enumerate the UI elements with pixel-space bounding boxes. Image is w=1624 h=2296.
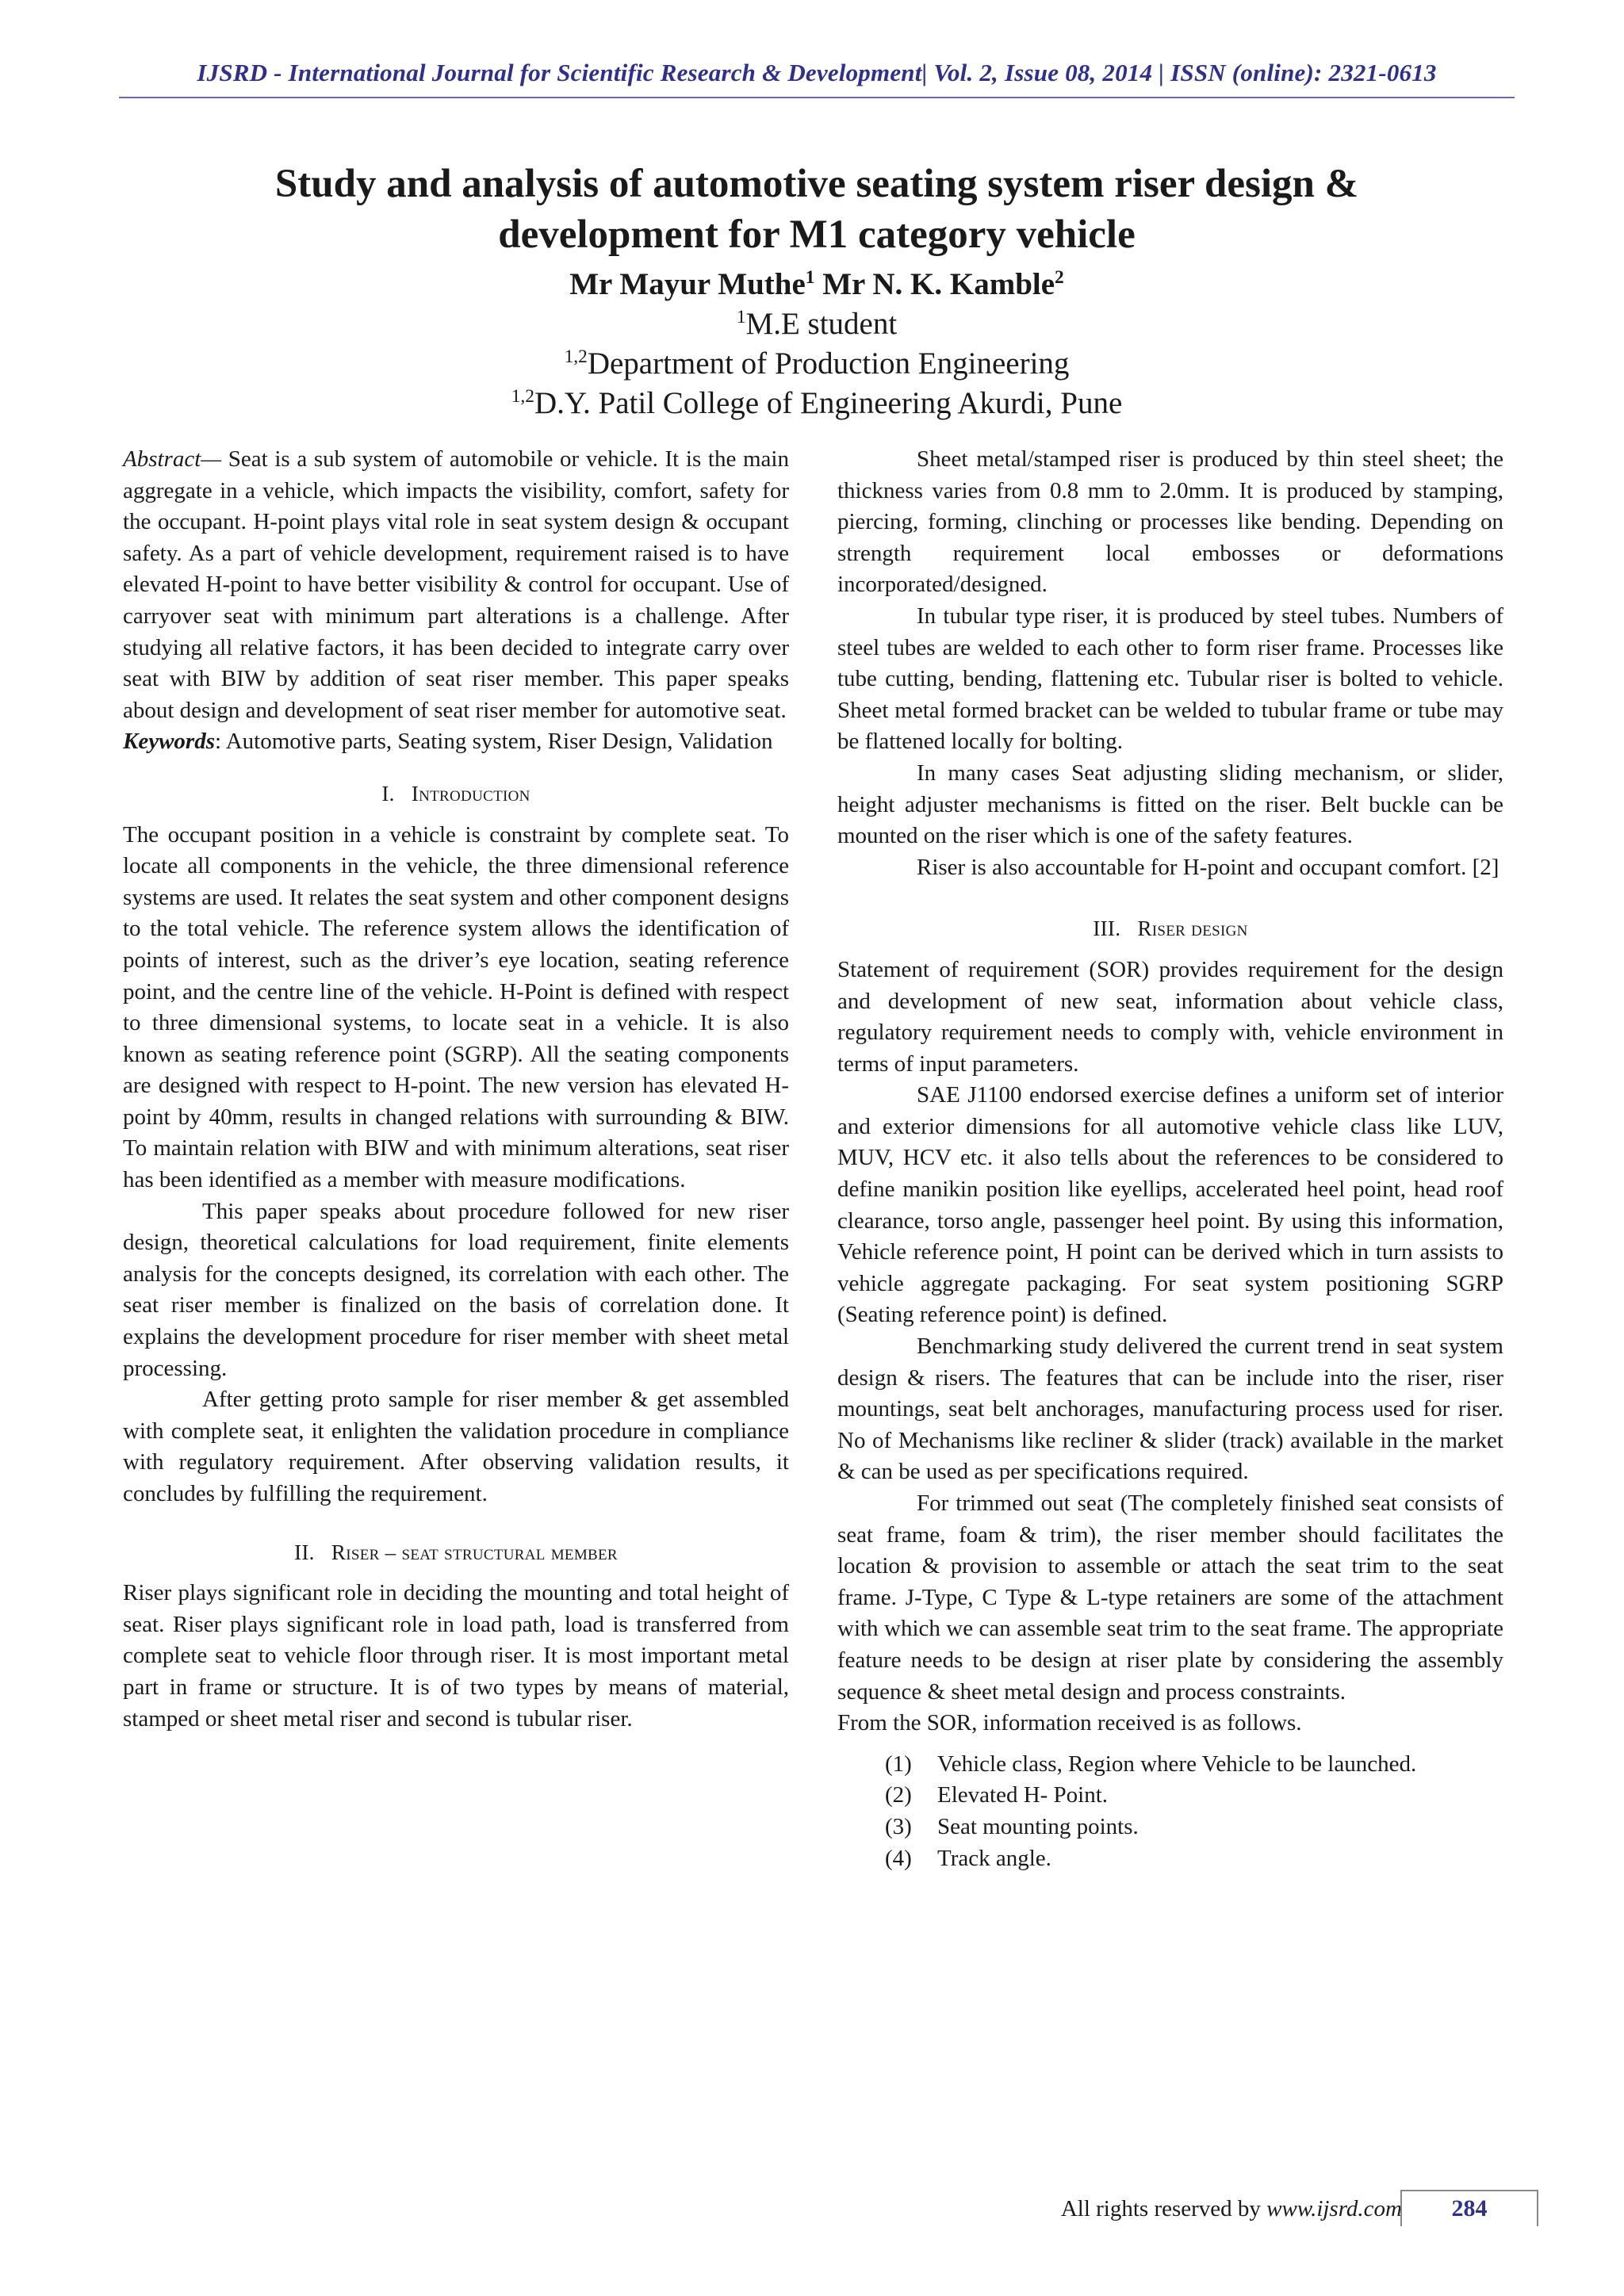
author-line bbox=[119, 265, 1515, 304]
intro-paragraph-1: The occupant position in a vehicle is constraint by complete seat. To locate all components in the vehicle, the three dimensional reference systems are used. It relates the seat system and other component designs to the total vehicle. The reference system allows the identification of points of interest, such as the driver’s eye location, seating reference point, and the centre line of the vehicle. H-Point is defined with respect to three dimensional systems, to locate seat in a vehicle. It is also known as seating reference point (SGRP). All the seating components are designed with respect to H-point. The new version has elevated H-point by 40mm, results in changed relations with surrounding & BIW. To maintain relation with BIW and with minimum alterations, seat riser has been identified as a member with measure modifications. bbox=[123, 821, 789, 1193]
affiliation-3 bbox=[119, 384, 1515, 423]
design-paragraph-1: Statement of requirement (SOR) provides requirement for the design and development of new seat, information about vehicle class, regulatory requirement needs to comply with, vehicle environment in terms of input parameters. bbox=[837, 956, 1503, 1077]
author-2-sup: 2 bbox=[1055, 267, 1064, 288]
list-item bbox=[837, 1749, 1503, 1781]
section-1-title: Introduction bbox=[411, 781, 530, 806]
section-3-title: Riser design bbox=[1137, 916, 1248, 941]
author-1-sup: 1 bbox=[805, 267, 815, 288]
list-item bbox=[837, 1843, 1503, 1875]
abstract-text: Seat is a sub system of automobile or vehicle. It is the main aggregate in a vehicle, which impacts the visibility, comfort, safety for the occupant. H-point plays vital role in seat system design & occupant safety. As a part of vehicle development, requirement raised is to have elevated H-point to have better visibility & control for occupant. Use of carryover seat with minimum part alterations is a challenge. After studying all relative factors, it has been decided to integrate carry over seat with BIW by addition of seat riser member. This paper speaks about design and development of seat riser member for automotive seat. bbox=[123, 446, 789, 723]
right-paragraph-1: Sheet metal/stamped riser is produced by thin steel sheet; the thickness varies from 0.8 mm to 2.0mm. It is produced by stamping, piercing, forming, clinching or processes like bending. Depending on strength requirement local embosses or deformations incorporated/designed. bbox=[837, 446, 1503, 598]
affiliation-1-sup: 1 bbox=[736, 307, 746, 327]
right-paragraph-3: In many cases Seat adjusting sliding mechanism, or slider, height adjuster mechanisms is fitted on the riser. Belt buckle can be mounted on the riser which is one of the safety features. bbox=[837, 760, 1503, 849]
section-3-number: III. bbox=[1093, 916, 1121, 941]
header-rule bbox=[119, 97, 1515, 98]
affiliation-2 bbox=[119, 344, 1515, 384]
right-column bbox=[837, 444, 1503, 1874]
section-heading-riser-seat bbox=[123, 1537, 789, 1569]
riser-paragraph-1: Riser plays significant role in deciding the mounting and total height of seat. Riser plays significant role in load path, load is transferred from complete seat to vehicle floor through riser. It is most important metal part in frame or structure. It is of two types by means of material, stamped or sheet metal riser and second is tubular riser. bbox=[123, 1580, 789, 1732]
design-paragraph-2: SAE J1100 endorsed exercise defines a uniform set of interior and exterior dimensions for all automotive vehicle class like LUV, MUV, HCV etc. it also tells about the references to be considered to define manikin position like eyellips, accelerated heel point, head roof clearance, torso angle, passenger heel point. By using this information, Vehicle reference point, H point can be derived which in turn assists to vehicle aggregate packaging. For seat system positioning SGRP (Seating reference point) is defined. bbox=[837, 1082, 1503, 1328]
affiliation-2-sup: 1,2 bbox=[564, 346, 588, 367]
running-header: IJSRD - International Journal for Scientific Research & Development| Vol. 2, Issue 08, 2014 | ISSN (online): 2321-0613 bbox=[197, 59, 1437, 86]
affiliation-3-sup: 1,2 bbox=[511, 386, 534, 407]
list-item-number: (3) bbox=[885, 1813, 912, 1839]
page-number: 284 bbox=[1400, 2190, 1538, 2226]
title-line-2: development for M1 category vehicle bbox=[498, 212, 1136, 257]
list-item-text: Elevated H- Point. bbox=[937, 1782, 1109, 1808]
abstract bbox=[123, 444, 789, 726]
footer-site-link[interactable]: www.ijsrd.com bbox=[1266, 2196, 1402, 2221]
sor-list bbox=[837, 1749, 1503, 1874]
affiliation-1 bbox=[119, 304, 1515, 344]
section-1-number: I. bbox=[381, 781, 395, 806]
list-item-text: Track angle. bbox=[937, 1845, 1051, 1871]
design-paragraph-5: From the SOR, information received is as follows. bbox=[837, 1710, 1302, 1736]
list-item-number: (4) bbox=[885, 1845, 912, 1871]
abstract-label: Abstract— bbox=[123, 446, 222, 472]
paper-title bbox=[119, 159, 1515, 260]
affiliation-2-text: Department of Production Engineering bbox=[587, 346, 1070, 381]
list-item-text: Seat mounting points. bbox=[937, 1813, 1139, 1839]
footer-rights-text: All rights reserved by bbox=[1060, 2196, 1267, 2221]
section-2-title: Riser – seat structural member bbox=[331, 1540, 618, 1564]
list-item-number: (2) bbox=[885, 1782, 912, 1808]
section-2-number: II. bbox=[294, 1540, 315, 1564]
intro-paragraph-3: After getting proto sample for riser member & get assembled with complete seat, it enlighten the validation procedure in compliance with regulatory requirement. After observing validation results, it concludes by fulfilling the requirement. bbox=[123, 1387, 789, 1506]
author-2: Mr N. K. Kamble bbox=[822, 267, 1055, 301]
list-item-text: Vehicle class, Region where Vehicle to be launched. bbox=[937, 1751, 1417, 1777]
title-block bbox=[119, 159, 1515, 423]
design-paragraph-4: For trimmed out seat (The completely finished seat consists of seat frame, foam & trim), the riser member should facilitates the location & provision to assemble or attach the seat trim to the seat frame. J-Type, C Type & L-type retainers are some of the attachment with which we can assemble seat trim to the seat frame. The appropriate feature needs to be design at riser plate by considering the assembly sequence & sheet metal design and process constraints. bbox=[837, 1490, 1503, 1705]
keywords-text: : Automotive parts, Seating system, Riser Design, Validation bbox=[215, 729, 773, 755]
keywords bbox=[123, 726, 789, 758]
design-paragraph-3: Benchmarking study delivered the current trend in seat system design & risers. The features that can be include into the riser, riser mountings, seat belt anchorages, manufacturing process used for riser. No of Mechanisms like recliner & slider (track) available in the market & can be used as per specifications required. bbox=[837, 1334, 1503, 1485]
footer-rights bbox=[1061, 2196, 1402, 2222]
section-heading-introduction bbox=[123, 779, 789, 810]
title-line-1: Study and analysis of automotive seating system riser design & bbox=[274, 162, 1359, 206]
keywords-label: Keywords bbox=[123, 729, 215, 755]
affiliation-1-text: M.E student bbox=[745, 307, 898, 341]
page-footer bbox=[1031, 2190, 1538, 2229]
left-column bbox=[123, 444, 789, 1735]
section-heading-riser-design bbox=[837, 913, 1503, 945]
intro-paragraph-2: This paper speaks about procedure followed for new riser design, theoretical calculations for load requirement, finite elements analysis for the concepts designed, its correlation with each other. The seat riser member is finalized on the basis of correlation done. It explains the development procedure for riser member with sheet metal processing. bbox=[123, 1198, 789, 1381]
list-item bbox=[837, 1780, 1503, 1812]
right-paragraph-4: Riser is also accountable for H-point and occupant comfort. [2] bbox=[917, 854, 1500, 880]
right-paragraph-2: In tubular type riser, it is produced by steel tubes. Numbers of steel tubes are welded to each other to form riser frame. Processes like tube cutting, bending, flattening etc. Tubular riser is bolted to vehicle. Sheet metal formed bracket can be welded to tubular frame or tube may be flattened locally for bolting. bbox=[837, 603, 1503, 755]
list-item bbox=[837, 1812, 1503, 1843]
list-item-number: (1) bbox=[885, 1751, 912, 1777]
author-1: Mr Mayur Muthe bbox=[569, 267, 806, 301]
affiliation-3-text: D.Y. Patil College of Engineering Akurdi, Pune bbox=[534, 386, 1123, 420]
